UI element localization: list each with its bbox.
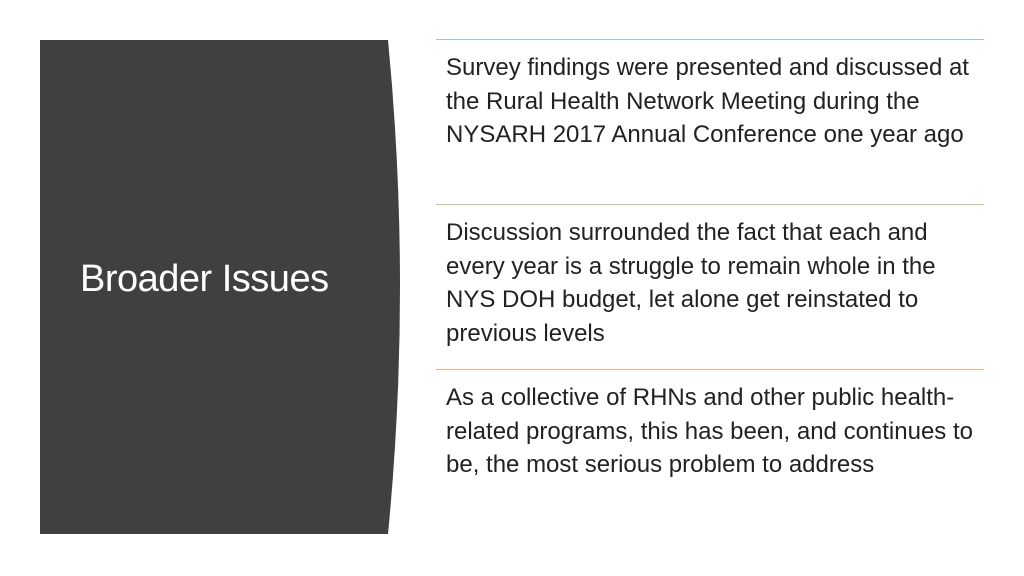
finding-item	[436, 369, 984, 534]
finding-text: Survey findings were presented and discussed at the Rural Health Network Meeting during the NYSARH 2017 Annual Conference one year ago	[446, 54, 969, 148]
finding-text: As a collective of RHNs and other public health-related programs, this has been, and continues to be, the most serious problem to address	[446, 384, 973, 478]
finding-item	[436, 204, 984, 369]
slide-title: Broader Issues	[80, 258, 329, 300]
finding-item	[436, 39, 984, 204]
findings-list	[436, 39, 984, 534]
finding-text: Discussion surrounded the fact that each and every year is a struggle to remain whole in the NYS DOH budget, let alone get reinstated to previous levels	[446, 219, 936, 347]
